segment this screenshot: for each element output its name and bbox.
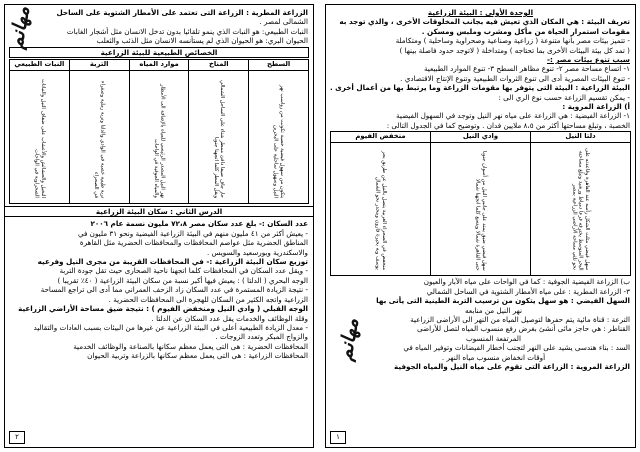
lesson-body [5,219,313,360]
table-cell [431,143,530,275]
cell-text: سهل فيضي ضيق يمتد على جانبي النيل من أسوان جنوبا حتى القاهرة شمالا ويتسع كلما اتجهنا شمالا [474,150,487,271]
cell-text: النخيل والحشائش والأعشاب على ضفاف النيل والنباتات الصحراوية في الواحات [33,79,46,199]
table-cell [10,71,69,203]
body-line: ٣- الزراعة المطرية : على مياه الأمطار الشتوية في الساحل الشمالي [426,286,630,296]
table-title: الخصائص الطبيعية للبيئة الزراعية [9,47,309,58]
body-line: سبب تنوع بيئات مصر :- [546,55,630,65]
body-line: والاسكندرية وبورسعيد والسويس . [207,247,308,257]
body-line: وقلة الوظائف والخدمات يقل عدد السكان عن الدلتا . [151,313,308,323]
cell-text: سهل فيضي مثلث الشكل رأسه عند القاهرة وقاعدته على البحر المتوسط يخترقه فرعا دمياط ورشيد وتبلغ مساحته نحو ثلثي مساحة الأراضي الزراعية بمصر [571,148,591,271]
body-line: المحافظات الزراعية : هى التى يعمل معظم سكانها بالزراعة وتربية الحيوان [87,351,308,361]
lesson-title: الدرس الثاني : سكان البيئة الزراعية [5,206,313,217]
body-line: المحافظات الحضرية : هى التى يعمل معظم سكانها بالصناعة والوظائف الخدمية [73,341,308,351]
cell-text: حار جاف صيفا دافئ ممطر شتاء على الساحل الشمالي ويقل المطر كلما اتجهنا جنوبا [212,80,226,199]
table-header: السطح [249,60,309,71]
table-header: النبات الطبيعي [10,60,70,71]
page-one [325,4,636,448]
cell-text: يتكون من سهول فيضية خصبة تكونت من رواسب نهر النيل وسهول ساحلية على البحرين [272,84,285,199]
body-line: السهل الفيضي : هو سهل يتكون من ترسيب التربة الطينية التى يأتى بها [376,296,630,306]
body-line: عدد السكان :- بلغ عدد سكان مصر ٧٢،٨ مليون نسمة عام ٢٠٠٦ [90,219,308,229]
intro-line: الزراعة المطرية : الزراعة التى تعتمد على الأمطار الشتوية على الساحل [56,8,308,17]
body-line: الخصبة ، وتبلغ مساحتها أكثر من ٨،٥ ملايين فدان . وتوضيح كما في الجدول التالى : [386,120,630,130]
body-line: أ) الزراعة المروية : [562,102,630,112]
intro-line: الحيوان البري: هو الحيوان الذي لم يستأنسه الانسان مثل الذئب والثعلب [96,36,308,46]
table-cell [70,71,129,203]
table-cell [189,71,248,203]
cell-text: نهر النيل المصدر الرئيسي للمياه بالإضافة الى الأمطار والمياه الجوفية في الواحات [153,83,166,199]
intro-block [5,5,313,46]
body-line: السد : بناء هندسى يشيد على النهر لتجنب أخطار الفيضانات وتوفير المياه في [403,343,630,353]
table-header: وادي النيل [431,132,531,143]
table-header: موارد المياه [129,60,189,71]
body-line: ب) الزراعة الفيضية الجوفية : كما في الواحات على مياه الآبار والعيون [423,277,630,287]
page-two [4,4,314,448]
body-line: ( تمد كل بيئة البيئات الأخرى بما تحتاجه ) ومتداخلة ( لاتوجد حدود فاصلة بينها ) [399,45,630,55]
page-number: ١ [330,431,346,444]
table-header: التربة [69,60,129,71]
bottom-block [326,277,635,371]
intro-line: النبات الطبيعي: هو النبات الذي ينمو تلقائيا بدون تدخل الانسان مثل أشجار الغابات [66,26,308,36]
body-line: - معدل الزيادة الطبيعية أعلى في البيئة الزراعية عن غيرها من البيئات بسبب العادات والتقاليد [33,322,308,332]
body-line: توزيع سكان البيئة الزراعية :- في المحافظات القريبة من مجرى النيل وفرعيه [37,257,308,267]
handwritten-stamp: مهانم [5,4,35,51]
body-line: الترعة : قناة مائية يتم حفرها لتوصيل المياه من النهر الى الأراضى الزراعية [410,314,630,324]
body-line: تعريف البيئة : هي المكان الذي تعيش فيه بجانب المخلوقات الأخرى ، والذي توجد به [339,17,630,27]
body-line: ١- الزراعة الفيضية : هي الزراعة على مياه نهر النيل وتوجد في السهول الفيضية [396,111,630,121]
body-line: - تتميز بيئات مصر بأنها متنوعة ( زراعية وصناعية وصحراوية وساحلية ) ومتكاملة [395,36,630,46]
body-line: - يعيش أكثر من ٤١ مليون منهم في البيئة الزراعية الفيضية ونحو ٣١ مليون في [77,228,308,238]
table-cell [531,143,630,275]
body-line: الوجه البحري ( الدلتا ) : يعيش فيها أكبر نسبة من سكان البيئة الزراعية ( ٤٠٪ تقريبا ) [57,275,308,285]
intro-line: الشمالى لمصر . [259,17,308,27]
body-line: أوقات انخفاض منسوب مياه النهر . [441,352,546,362]
body-line: المناطق الحضرية مثل عواصم المحافظات والمحافظات الحضرية مثل القاهرة [79,238,308,248]
table-header: دلتا النيل [531,132,631,143]
table-header: منخفض الفيوم [331,132,431,143]
body-line: الزراعية واتجه الكثير من السكان للهجرة الى المحافظات الحضرية . [108,294,308,304]
cell-text: منخفض في الصحراء الغربية يتصل بالنيل عن طريق بحر يوسف وبه بحيرة قارون وينحدر نحو الشمال [374,151,387,271]
body-line: الوجه القبلي ( وادي النيل ومنخفض الفيوم ) : نتيجة ضيق مساحة الأراضي الزراعية [18,304,308,314]
table-cell [249,71,308,203]
handwritten-stamp: مهانم [334,316,364,363]
natural-features-table [9,59,309,204]
table-cell [130,71,189,203]
body-line: - نتيجة الزيادة المستمرة في عدد السكان زاد الزحف العمراني مما أدى الى تراجع المساحة [40,285,308,295]
top-block [326,17,635,130]
body-line: الزراعة المروية : الزراعة التى تقوم على مياه النيل والمياه الجوفية [394,361,630,371]
body-line: - ويقل عدد السكان في المحافظات كلما اتجهنا ناحية الصحارى حيث تقل جودة التربة [59,266,308,276]
body-line: المرتفعة المنسوب [466,333,521,343]
body-line: القناطر : هي حاجز مائى أنشئ بغرض رفع منسوب المياه لتصل للأراضى [417,324,630,334]
body-line: - يمكن تقسيم الزراعة حسب نوع الري الى : [498,92,630,102]
cell-text: تربة طينية خصبة في الوادي والدلتا وتربة رملية وصفراء في الصحراء [93,80,106,199]
table-header: المناخ [189,60,249,71]
floodplain-table [330,131,631,276]
unit-title: الوحدة الأولى : البيئة الزراعية [427,8,534,17]
page-number: ٢ [9,431,25,444]
body-line: البيئة الزراعية : البيئة التى يتوفر بها مقومات الزراعة وما يرتبط بها من أعمال أخرى . [329,83,630,93]
body-line: والزواج المبكر وتعدد الزوجات . [215,332,308,342]
body-line: - تنوع البيئات المصرية أدى الى تنوع الثروات الطبيعية وتنوع الإنتاج الاقتصادي . [400,73,630,83]
body-line: مقومات استمرار الحياة من مأكل ومشرب وملبس ومسكن . [421,26,630,36]
body-line: نهر النيل من منابعه [465,305,522,315]
body-line: ١- اتساع مساحة مصر ٢- تنوع مظاهر السطح ٣- تنوع الموارد الطبيعية [423,64,630,74]
table-cell [331,143,430,275]
